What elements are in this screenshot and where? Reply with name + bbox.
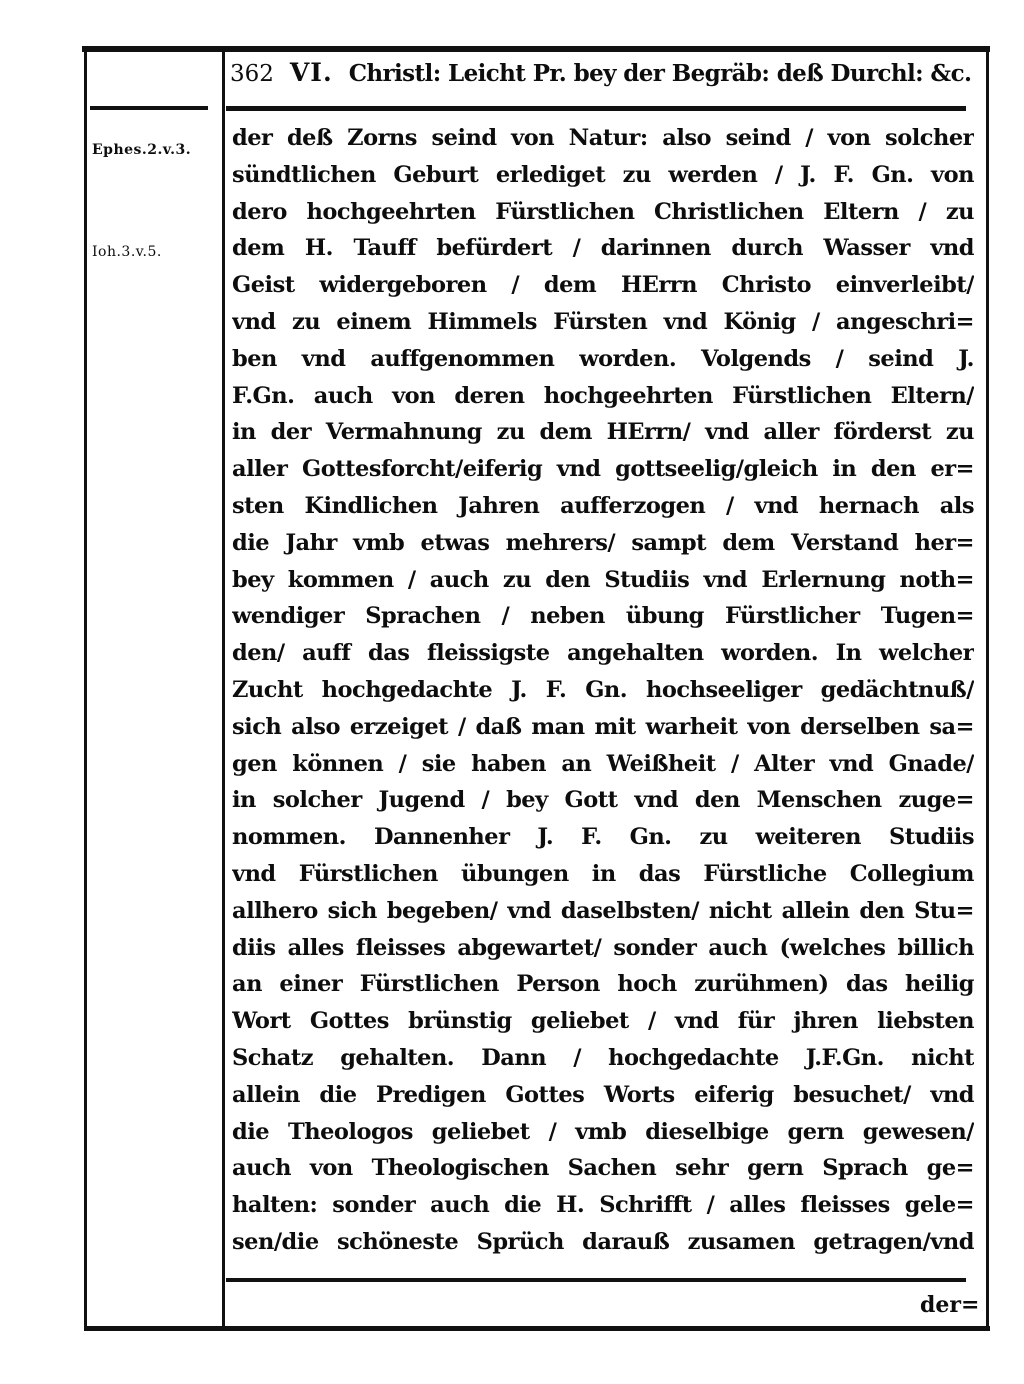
footer-rule — [226, 1278, 966, 1282]
text-line: an einer Fürstlichen Person hoch zurühmen) das heilig — [232, 971, 974, 998]
text-line: vnd zu einem Himmels Fürsten vnd König / angeschri= — [232, 308, 974, 335]
text-line: vnd Fürstlichen übungen in das Fürstliche Collegium — [232, 860, 974, 887]
text-line: in solcher Jugend / bey Gott vnd den Menschen zuge= — [232, 787, 974, 814]
frame-top-rule — [82, 46, 990, 52]
text-line: gen können / sie haben an Weißheit / Alter vnd Gnade/ — [232, 750, 974, 777]
text-line: die Jahr vmb etwas mehrers/ sampt dem Verstand her= — [232, 529, 974, 556]
frame-bottom-rule — [84, 1326, 990, 1331]
text-line: diis alles fleisses abgewartet/ sonder auch (welches billich — [232, 934, 974, 961]
text-line: bey kommen / auch zu den Studiis vnd Erlernung noth= — [232, 566, 974, 593]
text-line: nommen. Dannenher J. F. Gn. zu weiteren Studiis — [232, 824, 974, 851]
page-number: 362 — [230, 61, 274, 87]
text-line: sen/die schöneste Sprüch darauß zusamen getragen/vnd — [232, 1228, 974, 1255]
text-line: der deß Zorns seind von Natur: also seind / von solcher — [232, 125, 974, 151]
text-line: allhero sich begeben/ vnd daselbsten/ nicht allein den Stu= — [232, 897, 974, 924]
text-line: sich also erzeiget / daß man mit warheit von derselben sa= — [232, 713, 974, 740]
text-line: dero hochgeehrten Fürstlichen Christlichen Eltern / zu — [232, 198, 974, 225]
frame-right-rule — [986, 50, 989, 1330]
text-line: Geist widergeboren / dem HErrn Christo einverleibt/ — [232, 272, 974, 299]
text-line: halten: sonder auch die H. Schrifft / alles fleisses gele= — [232, 1192, 974, 1219]
text-line: auch von Theologischen Sachen sehr gern Sprach ge= — [232, 1155, 974, 1182]
text-line: allein die Predigen Gottes Worts eiferig besuchet/ vnd — [232, 1081, 974, 1108]
frame-left-rule — [84, 50, 87, 1330]
catchword: der= — [920, 1292, 980, 1318]
running-head — [230, 58, 970, 98]
margin-header-rule — [90, 106, 208, 110]
marginal-note-ephesians: Ephes.2.v.3. — [92, 142, 192, 158]
text-line: F.Gn. auch von deren hochgeehrten Fürstlichen Eltern/ — [232, 382, 974, 409]
running-title: Christl: Leicht Pr. bey der Begräb: deß Durchl: &c. — [348, 60, 972, 87]
header-rule — [226, 106, 966, 111]
text-line: Schatz gehalten. Dann / hochgedachte J.F.Gn. nicht — [232, 1044, 974, 1071]
text-line: wendiger Sprachen / neben übung Fürstlicher Tugen= — [232, 603, 974, 630]
text-line: die Theologos geliebet / vmb dieselbige gern gewesen/ — [232, 1118, 974, 1145]
text-line: aller Gottesforcht/eiferig vnd gottseelig/gleich in den er= — [232, 456, 974, 483]
text-line: Wort Gottes brünstig geliebet / vnd für jhren liebsten — [232, 1008, 974, 1035]
text-line: in der Vermahnung zu dem HErrn/ vnd aller förderst zu — [232, 419, 974, 446]
text-line: den/ auff das fleissigste angehalten worden. In welcher — [232, 640, 974, 667]
text-line: Zucht hochgedachte J. F. Gn. hochseeliger gedächtnuß/ — [232, 676, 974, 703]
text-line: sündtlichen Geburt erlediget zu werden / J. F. Gn. von — [232, 161, 974, 188]
text-line: sten Kindlichen Jahren aufferzogen / vnd hernach als — [232, 492, 974, 519]
main-text-column — [232, 120, 974, 1261]
text-line: dem H. Tauff befürdert / darinnen durch Wasser vnd — [232, 235, 974, 262]
margin-column-divider — [222, 50, 225, 1328]
chapter-number: VI. — [289, 58, 333, 87]
text-line: ben vnd auffgenommen worden. Volgends / seind J. — [232, 345, 974, 372]
marginal-note-john: Ioh.3.v.5. — [92, 244, 162, 260]
